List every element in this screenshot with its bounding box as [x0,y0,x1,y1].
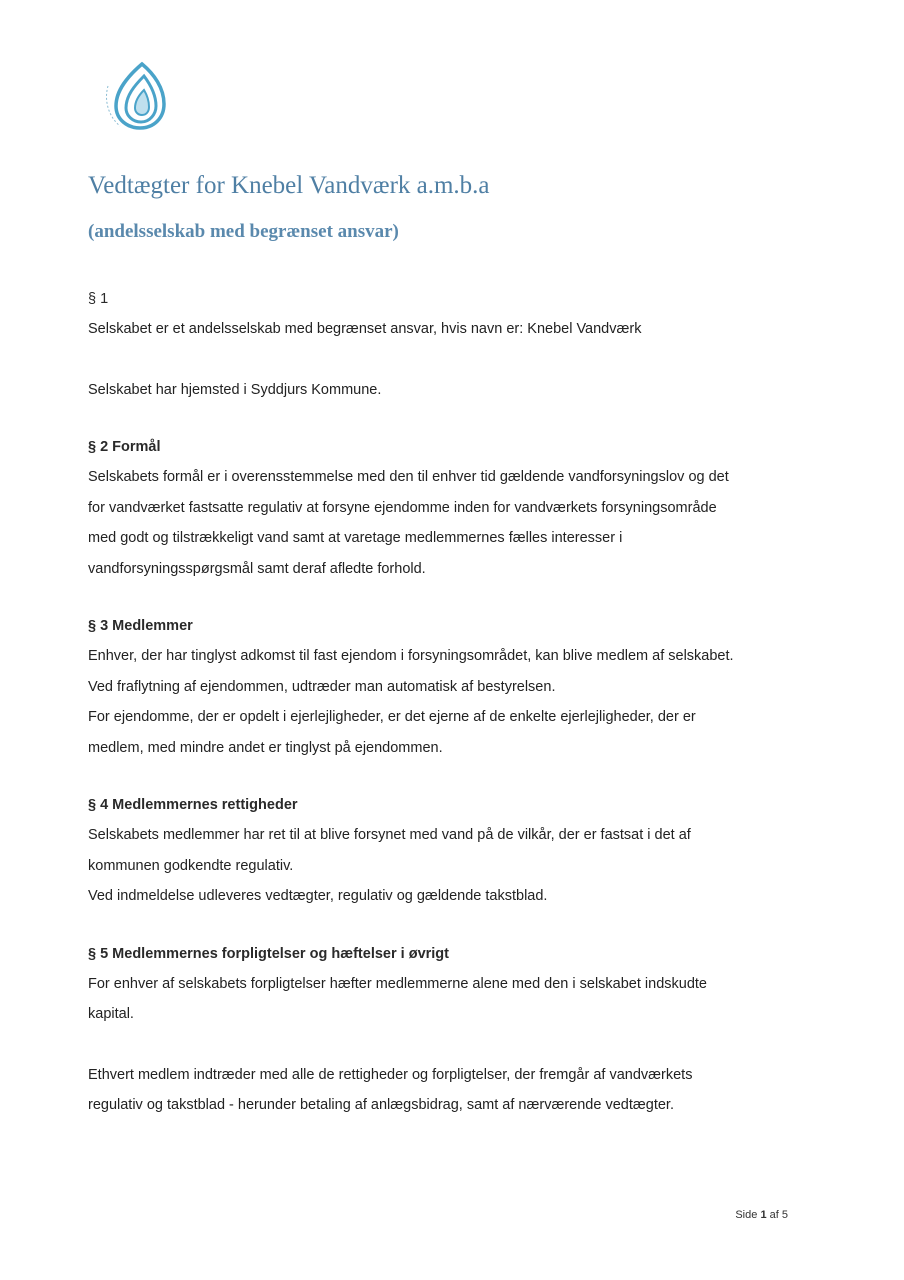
paragraph: Ved indmeldelse udleveres vedtægter, regulativ og gældende takstblad. [88,888,548,904]
paragraph: Selskabets medlemmer har ret til at blive forsynet med vand på de vilkår, der er fastsat i det af [88,827,691,843]
section-heading: § 2 Formål [88,439,161,455]
section-4 [88,790,808,912]
section-3 [88,611,808,763]
paragraph: Ethvert medlem indtræder med alle de rettigheder og forpligtelser, der fremgår af vandværkets [88,1066,693,1083]
section-heading: § 5 Medlemmernes forpligtelser og hæftelser i øvrigt [88,945,449,962]
paragraph: for vandværket fastsatte regulativ at forsyne ejendomme inden for vandværkets forsyningsområde [88,499,717,516]
paragraph: For ejendomme, der er opdelt i ejerlejligheder, er det ejerne af de enkelte ejerlejligheder, der er [88,709,696,725]
paragraph: For enhver af selskabets forpligtelser hæfter medlemmerne alene med den i selskabet indskudte [88,975,707,992]
document-body [88,284,808,1148]
section-heading: § 4 Medlemmernes rettigheder [88,797,298,813]
paragraph: Selskabet er et andelsselskab med begrænset ansvar, hvis navn er: Knebel Vandværk [88,321,642,337]
paragraph: Selskabet har hjemsted i Syddjurs Kommune. [88,381,382,398]
paragraph: regulativ og takstblad - herunder betaling af anlægsbidrag, samt af nærværende vedtægter. [88,1097,674,1113]
paragraph: Enhver, der har tinglyst adkomst til fast ejendom i forsyningsområdet, kan blive medlem af selskabet. [88,648,734,664]
document-subtitle: (andelsselskab med begrænset ansvar) [88,221,399,242]
paragraph: medlem, med mindre andet er tinglyst på ejendommen. [88,739,443,756]
page-number: Side 1 af 5 [735,1209,788,1221]
paragraph: Selskabets formål er i overensstemmelse med den til enhver tid gældende vandforsyningslov og det [88,469,729,485]
paragraph: vandforsyningsspørgsmål samt deraf afledte forhold. [88,560,426,577]
document-title: Vedtægter for Knebel Vandværk a.m.b.a [88,172,490,199]
section-heading: § 1 [88,291,109,307]
paragraph: med godt og tilstrækkeligt vand samt at varetage medlemmernes fælles interesser i [88,530,623,546]
paragraph: kommunen godkendte regulativ. [88,857,294,874]
paragraph: kapital. [88,1006,134,1022]
paragraph: Ved fraflytning af ejendommen, udtræder man automatisk af bestyrelsen. [88,678,556,695]
section-2 [88,432,808,584]
section-5 [88,939,808,1121]
section-heading: § 3 Medlemmer [88,618,193,634]
water-drop-logo-icon [98,56,170,136]
section-1 [88,284,808,405]
